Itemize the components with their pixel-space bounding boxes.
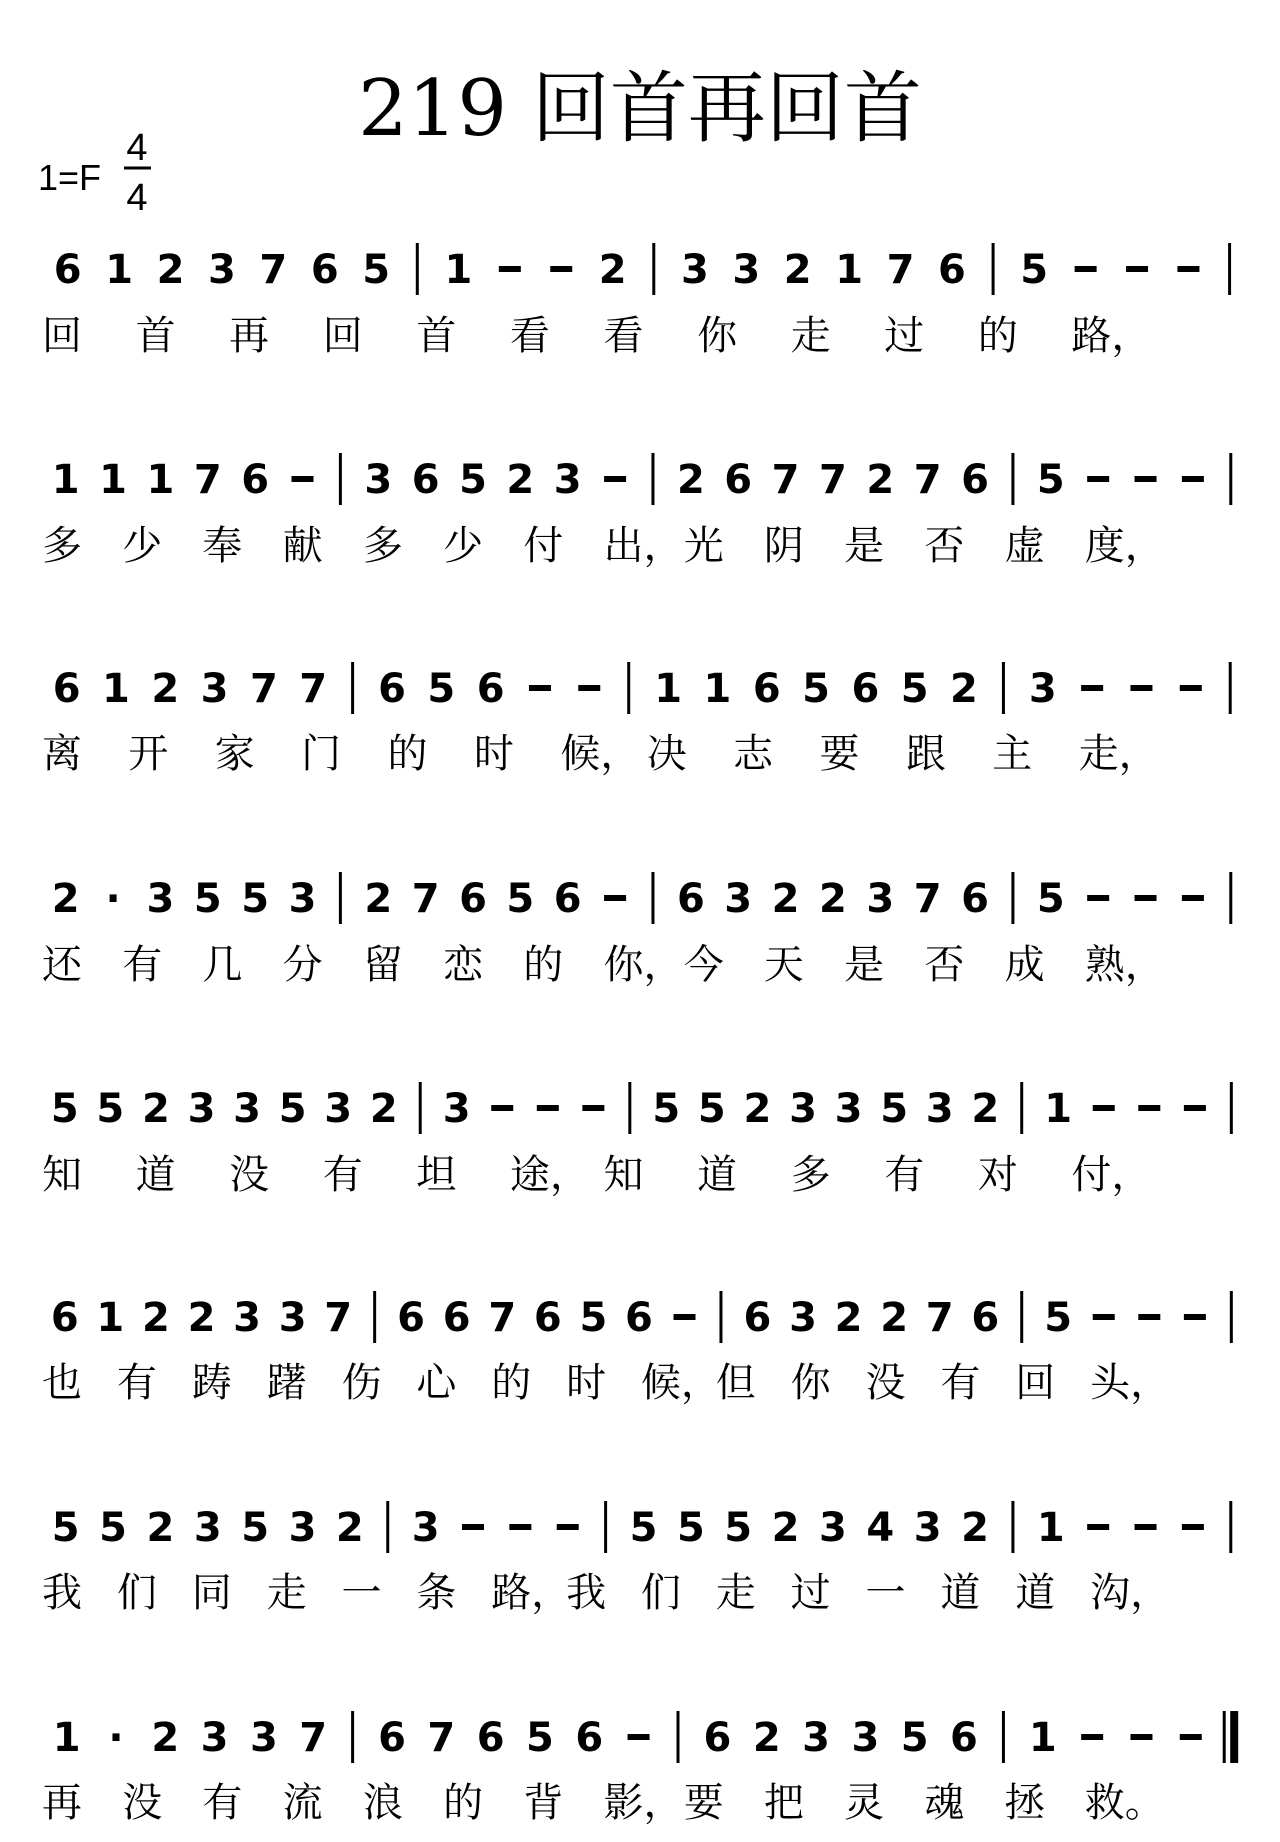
note-7: 7 [913,876,942,922]
lyric-syllable: 天 [763,942,804,988]
note-5: 5 [900,1715,929,1761]
note-5: 5 [1036,876,1065,922]
lyric-syllable: 躇 [266,1360,307,1406]
lyric-syllable: 走 [790,313,831,359]
lyric-syllable: 要 [819,731,860,777]
note-6: 6 [241,457,270,503]
lyric-syllable: 有 [116,1360,157,1406]
lyric-syllable: 沟， [1090,1570,1171,1616]
note-6: 6 [752,666,781,712]
lyric-syllable: 多 [362,523,403,569]
lyric-syllable: 付 [523,523,564,569]
note-2: 2 [752,1715,781,1761]
note-2: 2 [771,876,800,922]
lyric-syllable: 候， [640,1360,721,1406]
note-1: 1 [444,247,473,293]
system-8 [42,1711,1234,1826]
lyric-syllable: 志 [733,731,774,777]
note-1: 1 [703,666,732,712]
lyric-syllable: 分 [282,942,323,988]
lyric-syllable: 成 [1004,942,1045,988]
note-3: 3 [442,1086,471,1132]
note-4: 4 [866,1505,895,1551]
note-6: 6 [743,1295,772,1341]
note-3: 3 [1028,666,1057,712]
lyric-syllable: 是 [844,523,885,569]
note-6: 6 [950,1715,978,1761]
note-3: 3 [680,247,709,293]
note-5: 5 [193,876,222,922]
lyric-syllable: 没 [865,1360,906,1406]
lyric-syllable: 浪 [362,1780,403,1826]
note-3: 3 [834,1086,863,1132]
note-7: 7 [299,666,328,712]
lyric-syllable: 救。 [1084,1780,1165,1826]
note-5: 5 [697,1086,726,1132]
note-2: 2 [743,1086,772,1132]
note-5: 5 [652,1086,681,1132]
lyric-syllable: 你， [603,942,684,988]
note-6: 6 [625,1295,653,1341]
note-5: 5 [629,1505,658,1551]
lyric-syllable: 坦 [416,1152,457,1198]
note-6: 6 [676,876,705,922]
lyric-syllable: 的 [387,731,428,777]
augmentation-dot: · [108,1715,124,1761]
lyric-syllable: 走 [266,1570,307,1616]
lyric-syllable: 的 [523,942,564,988]
note-1: 1 [654,666,683,712]
note-6: 6 [476,1715,505,1761]
lyric-syllable: 留 [362,942,403,988]
lyric-syllable: 今 [683,942,724,988]
note-1: 1 [835,247,864,293]
note-6: 6 [378,1715,406,1761]
lyric-syllable: 过 [884,313,925,359]
lyric-syllable: 有 [940,1360,981,1406]
note-5: 5 [362,247,391,293]
lyric-syllable: 度， [1084,523,1165,569]
note-5: 5 [96,1086,125,1132]
note-3: 3 [146,876,175,922]
note-5: 5 [506,876,535,922]
time-signature-bottom: 4 [126,177,148,219]
note-6: 6 [476,666,505,712]
lyric-syllable: 也 [42,1360,82,1406]
note-6: 6 [575,1715,604,1761]
note-2: 2 [146,1505,175,1551]
note-6: 6 [533,1295,562,1341]
lyric-syllable: 看 [509,313,550,359]
note-5: 5 [278,1086,307,1132]
note-2: 2 [506,457,535,503]
lyric-syllable: 你 [790,1360,831,1406]
note-6: 6 [53,247,82,293]
lyric-syllable: 没 [229,1152,270,1198]
note-3: 3 [724,876,753,922]
note-5: 5 [1044,1295,1073,1341]
lyric-syllable: 再 [229,313,270,359]
note-3: 3 [732,247,761,293]
note-3: 3 [200,1715,229,1761]
lyric-syllable: 再 [42,1780,82,1826]
notation-systems [42,243,1234,1826]
lyric-syllable: 魂 [924,1780,965,1826]
lyric-syllable: 道 [940,1570,981,1616]
note-2: 2 [880,1295,909,1341]
note-1: 1 [52,1715,81,1761]
note-6: 6 [703,1715,732,1761]
note-3: 3 [187,1086,216,1132]
lyric-syllable: 我 [566,1570,607,1616]
system-6 [42,1291,1231,1406]
time-signature-top: 4 [126,127,148,169]
lyric-syllable: 回 [42,313,82,359]
note-6: 6 [310,247,339,293]
system-2 [42,453,1231,569]
note-6: 6 [411,457,440,503]
lyric-syllable: 否 [924,523,965,569]
lyric-syllable: 的 [491,1360,532,1406]
lyric-syllable: 恋 [443,942,484,988]
lyric-syllable: 同 [191,1570,232,1616]
note-2: 2 [141,1295,170,1341]
note-2: 2 [819,876,847,922]
note-1: 1 [96,1295,125,1341]
lyric-syllable: 出， [603,523,684,569]
lyric-syllable: 光 [683,523,724,569]
note-3: 3 [411,1505,440,1551]
note-1: 1 [105,247,134,293]
note-7: 7 [913,457,942,503]
lyric-syllable: 跟 [905,731,946,777]
note-6: 6 [961,876,989,922]
lyric-syllable: 付， [1071,1152,1152,1198]
note-6: 6 [378,666,406,712]
lyric-syllable: 拯 [1004,1780,1045,1826]
lyric-syllable: 影， [603,1780,684,1826]
song-title: 219 回首再回首 [358,64,922,154]
note-5: 5 [99,1505,127,1551]
system-5 [42,1082,1231,1198]
note-2: 2 [771,1505,800,1551]
lyric-syllable: 知 [42,1152,82,1198]
note-5: 5 [802,666,830,712]
note-2: 2 [866,457,895,503]
lyric-syllable: 离 [42,731,82,777]
note-2: 2 [834,1295,863,1341]
note-2: 2 [950,666,978,712]
note-5: 5 [900,666,929,712]
note-6: 6 [442,1295,471,1341]
note-3: 3 [802,1715,830,1761]
note-2: 2 [187,1295,216,1341]
note-7: 7 [193,457,222,503]
note-2: 2 [151,666,180,712]
lyric-syllable: 献 [282,523,323,569]
lyric-syllable: 们 [116,1570,157,1616]
note-3: 3 [278,1295,307,1341]
note-5: 5 [241,876,270,922]
note-6: 6 [459,876,487,922]
lyric-syllable: 流 [282,1780,323,1826]
note-5: 5 [1036,457,1065,503]
lyric-syllable: 们 [640,1570,681,1616]
lyric-syllable: 奉 [202,523,243,569]
lyric-syllable: 首 [416,313,457,359]
lyric-syllable: 少 [443,523,484,569]
lyric-syllable: 道 [1015,1570,1056,1616]
lyric-syllable: 有 [202,1780,243,1826]
lyric-syllable: 知 [603,1152,644,1198]
lyric-syllable: 看 [603,313,644,359]
note-7: 7 [324,1295,353,1341]
note-2: 2 [141,1086,170,1132]
note-6: 6 [938,247,966,293]
lyric-syllable: 背 [523,1780,564,1826]
note-6: 6 [851,666,880,712]
lyric-syllable: 家 [214,731,255,777]
lyric-syllable: 有 [322,1152,363,1198]
note-6: 6 [52,666,81,712]
lyric-syllable: 是 [844,942,885,988]
lyric-syllable: 回 [1015,1360,1056,1406]
note-1: 1 [1044,1086,1073,1132]
lyric-syllable: 回 [322,313,363,359]
lyric-syllable: 阴 [763,523,804,569]
system-4 [42,872,1231,988]
lyric-syllable: 道 [697,1152,738,1198]
note-7: 7 [299,1715,328,1761]
lyric-syllable: 有 [884,1152,925,1198]
lyric-syllable: 路， [1071,313,1152,359]
lyric-syllable: 踌 [191,1360,232,1406]
lyric-syllable: 一 [865,1570,906,1616]
lyric-syllable: 主 [992,731,1033,777]
note-3: 3 [233,1295,261,1341]
note-3: 3 [913,1505,942,1551]
note-5: 5 [1020,247,1049,293]
lyric-syllable: 少 [122,523,163,569]
note-7: 7 [249,666,278,712]
lyric-syllable: 几 [202,942,243,988]
note-7: 7 [259,247,288,293]
note-6: 6 [553,876,582,922]
lyric-syllable: 道 [135,1152,176,1198]
lyric-syllable: 过 [790,1570,831,1616]
lyric-syllable: 时 [473,731,514,777]
lyric-syllable: 走 [715,1570,756,1616]
lyric-syllable: 的 [977,313,1018,359]
lyric-syllable: 头， [1090,1360,1171,1406]
note-3: 3 [789,1086,817,1132]
note-3: 3 [288,1505,317,1551]
lyric-syllable: 熟， [1084,942,1165,988]
note-5: 5 [427,666,456,712]
lyric-syllable: 对 [977,1152,1018,1198]
note-7: 7 [488,1295,517,1341]
lyric-syllable: 有 [122,942,163,988]
lyric-syllable: 一 [341,1570,382,1616]
lyric-syllable: 时 [566,1360,607,1406]
note-2: 2 [961,1505,989,1551]
note-1: 1 [146,457,175,503]
lyric-syllable: 候， [560,731,641,777]
note-5: 5 [880,1086,909,1132]
augmentation-dot: · [105,876,121,922]
note-3: 3 [364,457,393,503]
note-5: 5 [579,1295,608,1341]
note-6: 6 [971,1295,1000,1341]
lyric-syllable: 条 [416,1570,457,1616]
lyric-syllable: 决 [646,731,687,777]
lyric-syllable: 我 [42,1570,82,1616]
note-6: 6 [961,457,989,503]
note-2: 2 [51,876,80,922]
note-2: 2 [335,1505,364,1551]
note-5: 5 [50,1086,79,1132]
note-1: 1 [99,457,127,503]
note-1: 1 [1028,1715,1057,1761]
note-5: 5 [51,1505,80,1551]
lyric-syllable: 虚 [1004,523,1045,569]
note-7: 7 [925,1295,954,1341]
lyric-syllable: 否 [924,942,965,988]
note-5: 5 [459,457,487,503]
note-7: 7 [771,457,800,503]
note-3: 3 [200,666,229,712]
note-3: 3 [925,1086,954,1132]
note-6: 6 [724,457,753,503]
lyric-syllable: 路， [491,1570,572,1616]
note-2: 2 [676,457,705,503]
note-3: 3 [233,1086,261,1132]
lyric-syllable: 首 [135,313,176,359]
note-2: 2 [364,876,393,922]
lyric-syllable: 多 [790,1152,831,1198]
lyric-syllable: 要 [683,1780,724,1826]
lyric-syllable: 灵 [844,1780,885,1826]
lyric-syllable: 开 [128,731,169,777]
note-3: 3 [288,876,317,922]
note-6: 6 [50,1295,79,1341]
note-7: 7 [886,247,915,293]
lyric-syllable: 还 [42,942,82,988]
note-3: 3 [553,457,582,503]
system-7 [42,1501,1231,1616]
note-5: 5 [724,1505,753,1551]
note-5: 5 [676,1505,705,1551]
note-3: 3 [819,1505,847,1551]
note-5: 5 [241,1505,270,1551]
note-3: 3 [193,1505,222,1551]
note-5: 5 [526,1715,554,1761]
note-7: 7 [411,876,440,922]
note-1: 1 [1036,1505,1065,1551]
lyric-syllable: 没 [122,1780,163,1826]
lyric-syllable: 把 [763,1780,804,1826]
lyric-syllable: 多 [42,523,82,569]
note-3: 3 [249,1715,278,1761]
key-signature: 1=F [38,157,102,198]
lyric-syllable: 伤 [341,1360,382,1406]
note-2: 2 [783,247,812,293]
system-1 [42,243,1230,359]
system-3 [42,662,1230,777]
note-2: 2 [971,1086,1000,1132]
note-3: 3 [789,1295,817,1341]
note-3: 3 [324,1086,353,1132]
note-6: 6 [397,1295,426,1341]
note-1: 1 [102,666,130,712]
lyric-syllable: 途， [509,1152,590,1198]
note-7: 7 [427,1715,456,1761]
lyric-syllable: 心 [416,1360,457,1406]
note-1: 1 [51,457,80,503]
note-3: 3 [851,1715,880,1761]
lyric-syllable: 门 [301,731,342,777]
note-3: 3 [208,247,236,293]
lyric-syllable: 你 [697,313,738,359]
lyric-syllable: 的 [443,1780,484,1826]
note-3: 3 [866,876,895,922]
note-2: 2 [369,1086,398,1132]
lyric-syllable: 走， [1078,731,1159,777]
note-2: 2 [598,247,627,293]
lyric-syllable: 但 [715,1360,756,1406]
note-7: 7 [819,457,847,503]
note-2: 2 [156,247,185,293]
note-2: 2 [151,1715,180,1761]
